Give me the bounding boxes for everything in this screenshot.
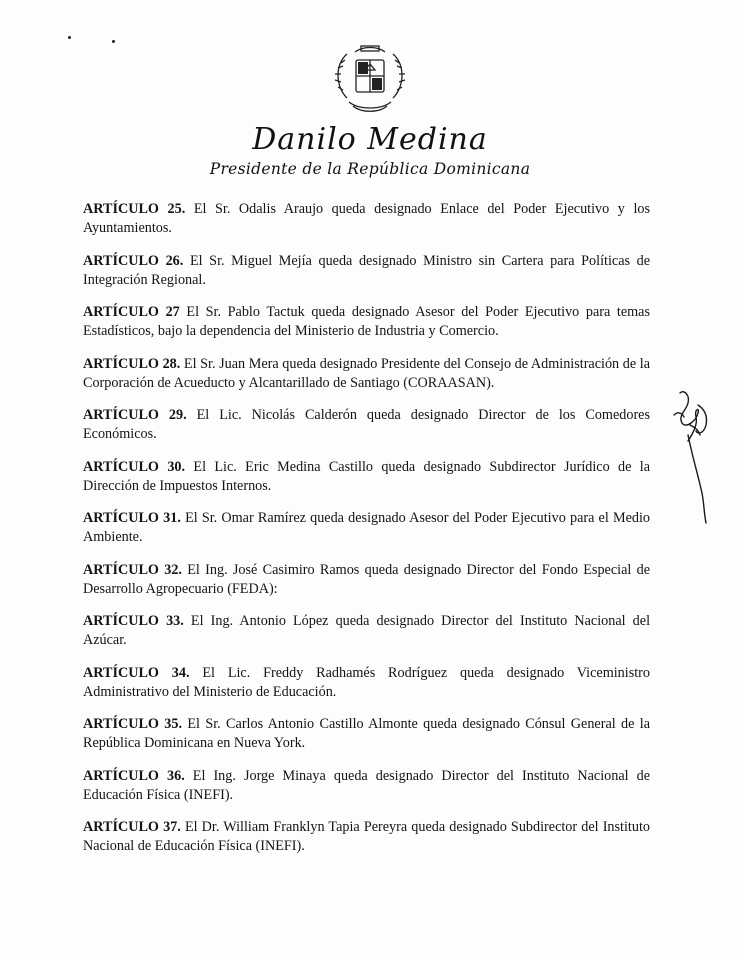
article-25	[83, 200, 650, 238]
article-36	[83, 767, 650, 805]
letterhead	[200, 40, 540, 180]
article-label: ARTÍCULO 34.	[83, 664, 190, 681]
article-text: El Lic. Freddy Radhamés Rodríguez queda designado Viceministro Administrativo del Ministerio de Educación.	[83, 664, 650, 700]
article-34	[83, 664, 650, 702]
article-30	[83, 458, 650, 496]
article-32	[83, 561, 650, 599]
scan-speck	[68, 36, 71, 39]
scan-speck	[112, 40, 115, 43]
article-text: El Sr. Juan Mera queda designado Presidente del Consejo de Administración de la Corporación de Acueducto y Alcantarillado de Santiago (CORAASAN).	[83, 355, 650, 391]
article-label: ARTÍCULO 37.	[83, 819, 181, 835]
article-26	[83, 252, 650, 290]
article-label: ARTÍCULO 28.	[83, 355, 181, 372]
article-text: El Ing. José Casimiro Ramos queda designado Director del Fondo Especial de Desarrollo Agropecuario (FEDA):	[83, 561, 650, 597]
handwritten-signature-icon	[668, 385, 728, 530]
article-31	[83, 509, 650, 547]
article-label: ARTÍCULO 35.	[83, 716, 183, 732]
article-label: ARTÍCULO 29.	[83, 407, 187, 423]
article-35	[83, 715, 650, 753]
article-text: El Ing. Jorge Minaya queda designado Director del Instituto Nacional de Educación Física (INEFI).	[83, 767, 650, 803]
article-label: ARTÍCULO 26.	[83, 252, 184, 269]
article-label: ARTÍCULO 25.	[83, 201, 186, 217]
article-33	[83, 612, 650, 650]
article-text: El Lic. Eric Medina Castillo queda designado Subdirector Jurídico de la Dirección de Impuestos Internos.	[83, 458, 650, 494]
article-27	[83, 303, 650, 341]
article-label: ARTÍCULO 33.	[83, 613, 184, 629]
article-text: El Lic. Nicolás Calderón queda designado Director de los Comedores Económicos.	[83, 407, 650, 442]
article-text: El Sr. Omar Ramírez queda designado Asesor del Poder Ejecutivo para el Medio Ambiente.	[83, 510, 650, 545]
article-text: El Dr. William Franklyn Tapia Pereyra queda designado Subdirector del Instituto Nacional de Educación Física (INEFI).	[83, 819, 650, 854]
president-title: Presidente de la República Dominicana	[209, 160, 531, 178]
article-label: ARTÍCULO 30.	[83, 458, 186, 475]
article-text: El Sr. Odalis Araujo queda designado Enlace del Poder Ejecutivo y los Ayuntamientos.	[83, 201, 650, 236]
article-text: El Sr. Pablo Tactuk queda designado Asesor del Poder Ejecutivo para temas Estadísticos, bajo la dependencia del Ministerio de Industria y Comercio.	[83, 304, 650, 339]
coat-of-arms-icon	[325, 40, 415, 120]
article-text: El Sr. Miguel Mejía queda designado Ministro sin Cartera para Políticas de Integración Regional.	[83, 252, 650, 288]
article-29	[83, 406, 650, 444]
article-28	[83, 355, 650, 393]
articles-list	[83, 200, 650, 870]
article-label: ARTÍCULO 27	[83, 304, 180, 320]
article-37	[83, 818, 650, 856]
article-text: El Ing. Antonio López queda designado Director del Instituto Nacional del Azúcar.	[83, 613, 650, 648]
president-name: Danilo Medina	[252, 122, 488, 157]
article-label: ARTÍCULO 36.	[83, 767, 185, 784]
article-text: El Sr. Carlos Antonio Castillo Almonte queda designado Cónsul General de la República Dominicana en Nueva York.	[83, 716, 650, 751]
article-label: ARTÍCULO 31.	[83, 510, 181, 526]
article-label: ARTÍCULO 32.	[83, 561, 182, 578]
